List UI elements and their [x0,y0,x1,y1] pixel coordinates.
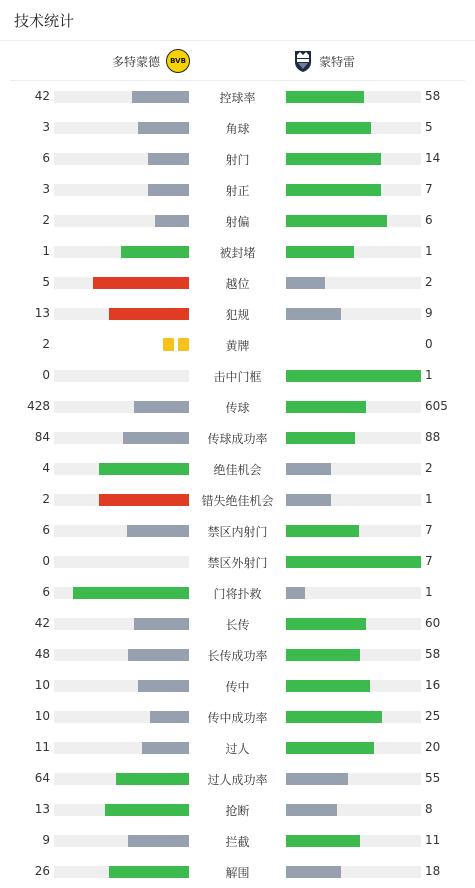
away-bar-fill [286,370,421,382]
stat-label: 错失绝佳机会 [201,494,274,508]
away-value: 18 [425,864,441,878]
stat-label: 拦截 [225,835,250,849]
home-value: 48 [34,647,50,661]
away-value: 55 [425,771,441,785]
away-bar-fill [286,308,341,320]
home-bar-track [54,680,189,692]
away-value: 0 [425,337,433,351]
yellow-card-icon [178,338,189,351]
away-value: 58 [425,89,441,103]
home-bar-track [54,215,189,227]
home-bar-fill [121,246,189,258]
away-value: 605 [425,399,448,413]
away-bar-fill [286,401,366,413]
home-bar-fill [99,463,189,475]
stat-label: 控球率 [219,91,256,105]
away-bar-fill [286,153,381,165]
home-value: 13 [34,306,50,320]
away-bar-fill [286,711,382,723]
home-bar-track [54,525,189,537]
home-bar-track [54,866,189,878]
stat-row [0,484,475,515]
home-value: 9 [42,833,50,847]
stat-row [0,670,475,701]
away-value: 60 [425,616,441,630]
away-value: 2 [425,275,433,289]
page-title: 技术统计 [14,11,75,30]
away-value: 25 [425,709,441,723]
away-bar-track [286,835,421,847]
stat-row [0,453,475,484]
home-bar-track [54,401,189,413]
stat-label: 抢断 [225,804,250,818]
away-team[interactable] [293,49,355,73]
home-bar-track [54,618,189,630]
stat-label: 门将扑救 [213,587,262,601]
home-value: 84 [34,430,50,444]
away-bar-track [286,91,421,103]
away-value: 7 [425,182,433,196]
stat-label: 过人成功率 [207,773,268,787]
stat-row [0,732,475,763]
home-bar-track [54,370,189,382]
home-bar-fill [109,866,189,878]
away-bar-track [286,215,421,227]
stat-label: 犯规 [225,308,250,322]
stat-label: 击中门框 [213,370,262,384]
stat-label: 黄牌 [225,339,250,353]
away-bar-fill [286,215,387,227]
home-bar-track [54,153,189,165]
stat-label: 传球成功率 [207,432,268,446]
home-bar-fill [105,804,189,816]
stat-row [0,205,475,236]
home-bar-fill [127,525,189,537]
home-bar-track [54,246,189,258]
home-bar-track [54,835,189,847]
home-value: 11 [34,740,50,754]
stat-row [0,608,475,639]
away-value: 20 [425,740,441,754]
home-value: 6 [42,523,50,537]
away-bar-fill [286,277,325,289]
home-value: 13 [34,802,50,816]
home-bar-fill [148,184,189,196]
stat-row [0,422,475,453]
away-bar-track [286,773,421,785]
away-bar-fill [286,773,348,785]
away-bar-fill [286,649,360,661]
away-bar-track [286,432,421,444]
away-bar-track [286,401,421,413]
home-bar-track [54,432,189,444]
away-bar-track [286,153,421,165]
stat-label: 绝佳机会 [213,463,262,477]
stat-label: 射偏 [225,215,250,229]
away-bar-track [286,556,421,568]
home-bar-track [54,587,189,599]
home-value: 64 [34,771,50,785]
home-bar-fill [150,711,189,723]
away-bar-track [286,308,421,320]
stat-row [0,267,475,298]
home-value: 2 [42,213,50,227]
home-yellow-cards [163,338,189,351]
stats-list [0,81,475,887]
away-bar-track [286,246,421,258]
home-bar-fill [99,494,189,506]
home-value: 6 [42,585,50,599]
stat-label: 解围 [225,866,250,880]
home-bar-track [54,463,189,475]
home-bar-fill [116,773,189,785]
away-value: 58 [425,647,441,661]
away-value: 8 [425,802,433,816]
home-value: 10 [34,709,50,723]
home-value: 0 [42,368,50,382]
stat-row [0,856,475,887]
stat-row [0,515,475,546]
home-bar-fill [73,587,189,599]
monterrey-crest-icon [293,49,313,73]
away-bar-fill [286,432,355,444]
away-bar-fill [286,680,370,692]
stat-row [0,174,475,205]
away-bar-track [286,525,421,537]
stat-row [0,546,475,577]
stat-row [0,794,475,825]
stat-label: 长传 [225,618,250,632]
home-value: 26 [34,864,50,878]
home-bar-fill [155,215,189,227]
stat-label: 传球 [225,401,250,415]
away-bar-track [286,804,421,816]
home-bar-fill [93,277,189,289]
away-bar-fill [286,618,366,630]
away-bar-fill [286,742,374,754]
away-bar-fill [286,525,359,537]
home-bar-track [54,277,189,289]
stat-row [0,81,475,112]
away-bar-track [286,711,421,723]
home-bar-fill [142,742,189,754]
home-team[interactable] [112,49,190,73]
home-bar-track [54,91,189,103]
stat-row [0,639,475,670]
away-bar-track [286,618,421,630]
home-value: 1 [42,244,50,258]
home-value: 2 [42,492,50,506]
away-bar-track [286,494,421,506]
away-value: 88 [425,430,441,444]
home-value: 3 [42,120,50,134]
home-value: 4 [42,461,50,475]
stat-label: 被封堵 [219,246,256,260]
home-bar-fill [123,432,189,444]
home-bar-track [54,556,189,568]
away-value: 5 [425,120,433,134]
home-bar-fill [138,680,189,692]
away-bar-track [286,587,421,599]
home-bar-track [54,711,189,723]
stat-label: 越位 [225,277,250,291]
home-bar-fill [132,91,189,103]
away-bar-track [286,463,421,475]
away-bar-track [286,277,421,289]
home-value: 42 [34,89,50,103]
stat-row [0,360,475,391]
away-bar-track [286,370,421,382]
stat-row [0,577,475,608]
stat-row [0,391,475,422]
home-value: 5 [42,275,50,289]
stat-row [0,763,475,794]
stat-row [0,236,475,267]
away-bar-fill [286,91,364,103]
away-value: 14 [425,151,441,165]
stat-label: 射正 [225,184,250,198]
away-value: 1 [425,368,433,382]
away-value: 16 [425,678,441,692]
away-bar-track [286,742,421,754]
home-team-name: 多特蒙德 [111,54,160,69]
home-bar-fill [134,618,189,630]
home-bar-track [54,494,189,506]
away-value: 2 [425,461,433,475]
away-bar-fill [286,184,381,196]
home-bar-track [54,804,189,816]
stat-label: 过人 [225,742,250,756]
home-value: 10 [34,678,50,692]
away-value: 6 [425,213,433,227]
away-bar-track [286,680,421,692]
home-value: 42 [34,616,50,630]
away-bar-fill [286,587,305,599]
away-bar-track [286,122,421,134]
home-value: 428 [27,399,50,413]
away-bar-fill [286,804,337,816]
stat-row [0,143,475,174]
home-bar-track [54,308,189,320]
home-bar-track [54,649,189,661]
away-value: 9 [425,306,433,320]
home-bar-track [54,742,189,754]
away-value: 1 [425,492,433,506]
stat-row [0,825,475,856]
home-bar-fill [138,122,189,134]
home-value: 0 [42,554,50,568]
stat-label: 禁区内射门 [207,525,268,539]
away-value: 1 [425,585,433,599]
yellow-card-icon [163,338,174,351]
stat-row [0,329,475,360]
away-value: 1 [425,244,433,258]
stat-label: 射门 [225,153,250,167]
away-bar-fill [286,835,360,847]
away-bar-fill [286,494,331,506]
home-bar-track [54,122,189,134]
away-bar-fill [286,463,331,475]
stat-row [0,298,475,329]
home-value: 3 [42,182,50,196]
stat-label: 传中 [225,680,250,694]
away-bar-fill [286,246,354,258]
home-bar-fill [134,401,189,413]
dortmund-logo-icon: BVB [166,49,190,73]
home-bar-fill [128,835,189,847]
stat-label: 禁区外射门 [207,556,268,570]
home-value: 2 [42,337,50,351]
away-bar-fill [286,866,341,878]
stat-row [0,112,475,143]
stat-label: 传中成功率 [207,711,268,725]
home-bar-fill [128,649,189,661]
stat-row [0,701,475,732]
teams-header [10,41,465,81]
home-bar-track [54,773,189,785]
home-value: 6 [42,151,50,165]
away-bar-track [286,866,421,878]
away-value: 7 [425,554,433,568]
away-value: 7 [425,523,433,537]
away-bar-fill [286,556,421,568]
stat-label: 角球 [225,122,250,136]
home-bar-track [54,184,189,196]
stat-label: 长传成功率 [207,649,268,663]
home-bar-fill [148,153,189,165]
home-bar-fill [109,308,189,320]
away-bar-track [286,649,421,661]
away-team-name: 蒙特雷 [319,54,356,69]
away-bar-track [286,184,421,196]
away-value: 11 [425,833,441,847]
header-bar [0,0,475,41]
away-bar-fill [286,122,371,134]
